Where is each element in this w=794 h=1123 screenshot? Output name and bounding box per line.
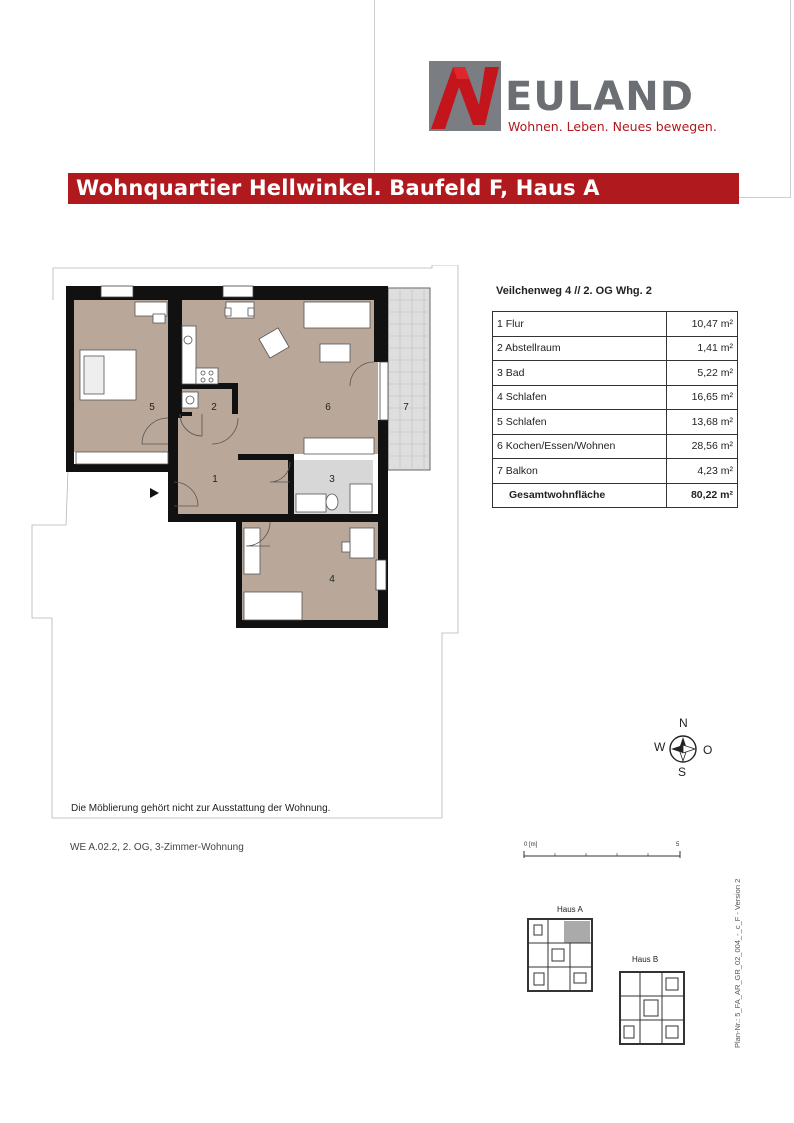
room-name: 4 Schlafen <box>493 385 667 410</box>
entrance-arrow-icon <box>150 488 159 498</box>
room-number-7: 7 <box>403 402 409 413</box>
compass-rose-icon <box>668 734 698 764</box>
room-area-table <box>492 311 738 508</box>
haus-a-plan-icon <box>526 915 596 995</box>
room-number-5: 5 <box>149 402 155 413</box>
floor-plan <box>28 265 468 825</box>
room-number-3: 3 <box>329 474 335 485</box>
room-row <box>493 434 738 459</box>
total-row <box>493 483 738 508</box>
total-label: Gesamtwohnfläche <box>493 483 667 508</box>
room-name: 3 Bad <box>493 361 667 386</box>
compass-west: W <box>654 740 666 754</box>
room-area: 13,68 m² <box>667 410 738 435</box>
frame-line-vertical <box>374 0 375 172</box>
compass-south: S <box>678 765 687 779</box>
room-row <box>493 459 738 484</box>
haus-b-label: Haus B <box>632 955 659 964</box>
room-name: 1 Flur <box>493 312 667 337</box>
room-area: 4,23 m² <box>667 459 738 484</box>
total-area: 80,22 m² <box>667 483 738 508</box>
room-area: 16,65 m² <box>667 385 738 410</box>
logo-mark-icon <box>429 61 501 131</box>
logo-wordmark: EULAND <box>505 74 694 120</box>
room-area: 5,22 m² <box>667 361 738 386</box>
page-title: Wohnquartier Hellwinkel. Baufeld F, Haus A <box>76 176 600 200</box>
room-area: 1,41 m² <box>667 336 738 361</box>
frame-line-right <box>790 0 791 198</box>
room-row <box>493 312 738 337</box>
room-row <box>493 336 738 361</box>
room-name: 2 Abstellraum <box>493 336 667 361</box>
unit-description: WE A.02.2, 2. OG, 3-Zimmer-Wohnung <box>70 842 244 853</box>
room-name: 6 Kochen/Essen/Wohnen <box>493 434 667 459</box>
room-name: 5 Schlafen <box>493 410 667 435</box>
furniture-note: Die Möblierung gehört nicht zur Ausstattung der Wohnung. <box>71 803 331 814</box>
room-row <box>493 410 738 435</box>
room-row <box>493 385 738 410</box>
scale-ruler <box>520 848 684 860</box>
scale-start-label: 0 [m] <box>524 842 538 848</box>
room-number-1: 1 <box>212 474 218 485</box>
scale-end-label: 5 <box>676 842 680 848</box>
room-number-6: 6 <box>325 402 331 413</box>
plan-number: Plan-Nr.: 5_FA_AR_GR_02_004_-_c_F - Version 2 <box>733 878 742 1048</box>
frame-line-horizontal <box>739 197 791 198</box>
room-row <box>493 361 738 386</box>
unit-address: Veilchenweg 4 // 2. OG Whg. 2 <box>496 285 652 297</box>
haus-b-plan-icon <box>614 966 690 1052</box>
room-area: 10,47 m² <box>667 312 738 337</box>
room-name: 7 Balkon <box>493 459 667 484</box>
balcony <box>388 288 430 470</box>
room-number-2: 2 <box>211 402 217 413</box>
compass-east: O <box>703 743 713 757</box>
room-area: 28,56 m² <box>667 434 738 459</box>
logo-tagline: Wohnen. Leben. Neues bewegen. <box>508 119 717 134</box>
haus-a-label: Haus A <box>557 905 583 914</box>
compass-north: N <box>679 716 688 730</box>
title-bar <box>68 173 739 204</box>
room-number-4: 4 <box>329 574 335 585</box>
